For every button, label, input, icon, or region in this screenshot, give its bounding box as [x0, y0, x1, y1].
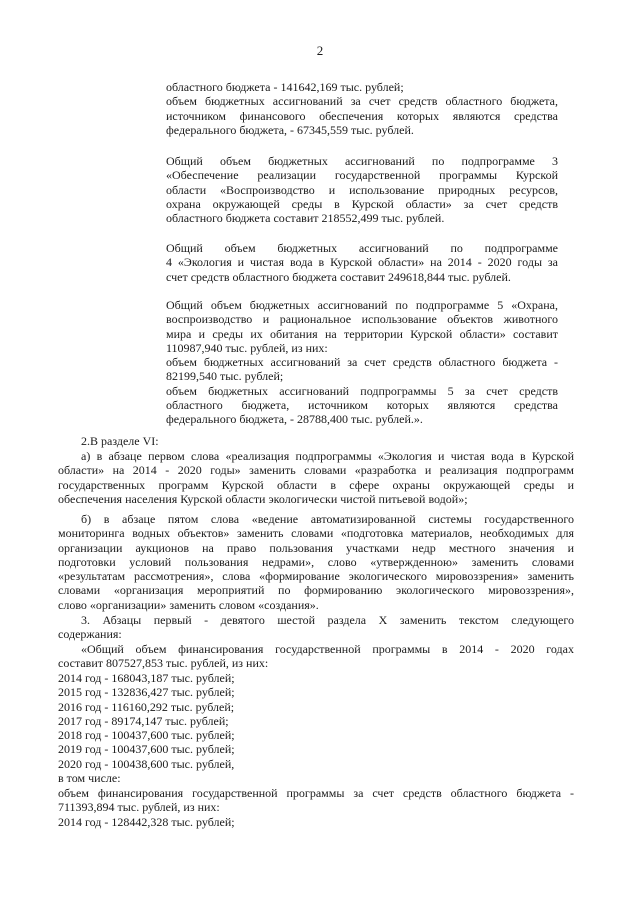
text-line: мира и среды их обитания на территории Курской области» составит: [166, 326, 558, 341]
text-line: «Обеспечение реализации государственной программы Курской: [166, 168, 558, 183]
text-line: Общий объем бюджетных ассигнований по подпрограмме 5 «Охрана,: [166, 298, 558, 312]
text-line: 3. Абзацы первый - девятого шестой раздела X заменить текстом следующего: [81, 613, 574, 627]
paragraph-block-3: [166, 241, 558, 284]
list-item: 2018 год - 100437,600 тыс. рублей;: [58, 728, 235, 743]
text-line: а) в абзаце первом слова «реализация подпрограммы «Экология и чистая вода в Курской: [81, 449, 574, 463]
text-line: счет средств областного бюджета составит 249618,844 тыс. рублей.: [166, 269, 511, 284]
text-line: «результатам рассмотрения», слова «формирование экологического мировоззрения» заменить: [58, 569, 574, 584]
text-line: слово «организации» заменить словом «создания».: [58, 597, 319, 612]
text-line: составит 807527,853 тыс. рублей, из них:: [58, 656, 269, 671]
text-line: подготовки условий пользования недрами», слово «утвержденною» заменить словами: [58, 554, 574, 569]
yearly-funding-list: [58, 671, 235, 785]
text-line: охрана окружающей среды в Курской области» за счет средств: [166, 196, 558, 211]
text-line: областного бюджета - 141642,169 тыс. рублей;: [166, 80, 404, 94]
text-line: областного бюджета составит 218552,499 тыс. рублей.: [166, 211, 445, 226]
text-line: мониторинга водных объектов» заменить словами «подготовка материалов, необходимых для: [58, 526, 574, 541]
text-line: объем бюджетных ассигнований подпрограммы 5 за счет средств: [166, 383, 558, 398]
text-line: объем финансирования государственной программы за счет средств областного бюджета -: [58, 786, 574, 800]
text-line: объем бюджетных ассигнований за счет средств областного бюджета,: [166, 94, 558, 109]
text-line: Общий объем бюджетных ассигнований по подпрограмме 3: [166, 154, 558, 168]
text-line: 82199,540 тыс. рублей;: [166, 369, 284, 384]
section-2b: [58, 512, 574, 612]
list-item: 2015 год - 132836,427 тыс. рублей;: [58, 685, 235, 700]
text-line: «Общий объем финансирования государственной программы в 2014 - 2020 годах: [81, 642, 574, 656]
paragraph-block-1: [166, 80, 558, 137]
list-item: 2019 год - 100437,600 тыс. рублей;: [58, 742, 235, 757]
text-line: б) в абзаце пятом слова «ведение автоматизированной системы государственного: [81, 512, 574, 526]
regional-funding: [58, 786, 574, 829]
section-2-heading: 2.В разделе VI:: [81, 434, 159, 448]
list-item: 2014 год - 128442,328 тыс. рублей;: [58, 814, 235, 829]
list-item: 2016 год - 116160,292 тыс. рублей;: [58, 699, 235, 714]
section-3: [58, 613, 574, 642]
funding-intro: [58, 642, 574, 671]
text-line: государственных программ Курской области в сфере охраны окружающей среды и: [58, 477, 574, 492]
text-line: 4 «Экология и чистая вода в Курской области» на 2014 - 2020 годы за: [166, 255, 558, 270]
text-line: области «Воспроизводство и использование природных ресурсов,: [166, 182, 558, 197]
text-line: федерального бюджета, - 28788,400 тыс. рублей.».: [166, 412, 423, 427]
text-line: источником финансового обеспечения которых являются средства: [166, 108, 558, 123]
text-line: воспроизводство и рациональное использование объектов животного: [166, 312, 558, 327]
text-line: содержания:: [58, 627, 122, 642]
text-line: словами «организация мероприятий по формированию экологического мировоззрения»,: [58, 583, 574, 598]
in-total-label: в том числе:: [58, 771, 121, 786]
text-line: областного бюджета, источником которых являются средства: [166, 398, 558, 413]
page-number: 2: [316, 43, 324, 58]
text-line: Общий объем бюджетных ассигнований по подпрограмме: [166, 241, 558, 255]
text-line: 110987,940 тыс. рублей, из них:: [166, 340, 328, 355]
list-item: 2020 год - 100438,600 тыс. рублей,: [58, 756, 235, 771]
list-item: 2014 год - 168043,187 тыс. рублей;: [58, 671, 235, 685]
text-line: объем бюджетных ассигнований за счет средств областного бюджета -: [166, 355, 558, 370]
paragraph-block-4: [166, 298, 558, 427]
section-2a: [58, 449, 574, 506]
text-line: области» на 2014 - 2020 годы» заменить словами «разработка и реализация подпрограмм: [58, 463, 574, 478]
text-line: федерального бюджета, - 67345,559 тыс. рублей.: [166, 122, 414, 137]
paragraph-block-2: [166, 154, 558, 225]
text-line: организации аукционов на право пользования участками недр местного значения и: [58, 540, 574, 555]
text-line: обеспечения населения Курской области экологически чистой питьевой водой»;: [58, 491, 468, 506]
list-item: 2017 год - 89174,147 тыс. рублей;: [58, 713, 229, 728]
text-line: 711393,894 тыс. рублей, из них:: [58, 800, 220, 815]
